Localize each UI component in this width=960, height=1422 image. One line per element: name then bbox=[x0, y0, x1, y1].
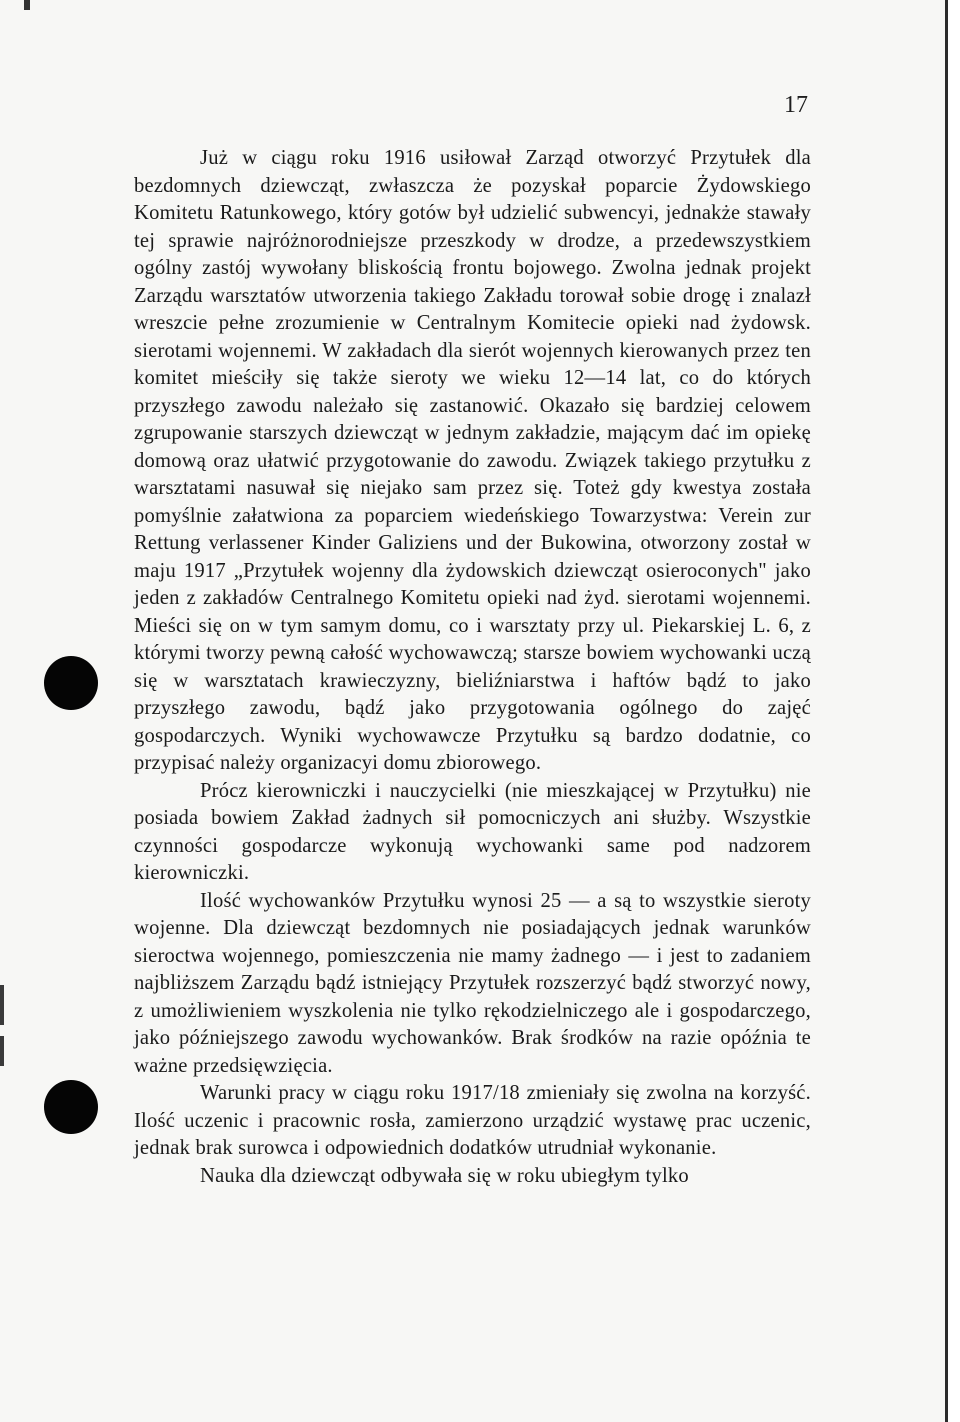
binder-hole bbox=[44, 1080, 98, 1134]
page-number: 17 bbox=[784, 92, 808, 118]
scan-edge-mark bbox=[0, 985, 4, 1025]
scan-edge-mark bbox=[0, 1036, 4, 1066]
paragraph-5: Nauka dla dziewcząt odbywała się w roku ubiegłym tylko bbox=[200, 1164, 689, 1187]
scan-artifact bbox=[24, 0, 30, 10]
paragraph-3: Ilość wychowanków Przytułku wynosi 25 — a są to wszystkie sieroty wojenne. Dla dziewcząt bezdomnych nie posiadających jednak warunków sieroctwa wojennego, pomieszczenia nie mamy żadnego — i jest to zadaniem najbliższem Zarządu bądź istniejący Przytułek rozszerzyć bądź stworzyć nowy, z umożliwieniem wyszkolenia nie tylko rękodzielniczego ale i gospodarczego, jako późniejszego zawodu wychowanków. Brak środków na razie opóźnia te ważne przedsięwzięcia. bbox=[134, 889, 811, 1077]
paragraph-4: Warunki pracy w ciągu roku 1917/18 zmieniały się zwolna na korzyść. Ilość uczenic i pracownic rosła, zamierzono urządzić wystawę prac uczenic, jednak brak surowca i odpowiednich dodatków utrudniał wykonanie. bbox=[134, 1082, 811, 1159]
body-text bbox=[134, 145, 811, 1190]
paragraph-2: Prócz kierowniczki i nauczycielki (nie mieszkającej w Przytułku) nie posiada bowiem Zakład żadnych sił pomocniczych ani służby. Wszystkie czynności gospodarcze wykonują wychowanki same pod nadzorem kierowniczki. bbox=[134, 779, 811, 884]
binder-hole bbox=[44, 656, 98, 710]
paragraph-1: Już w ciągu roku 1916 usiłował Zarząd otworzyć Przytułek dla bezdomnych dziewcząt, zwłaszcza że pozyskał poparcie Żydowskiego Komitetu Ratunkowego, który gotów był udzielić subwencyi, jednakże stawały tej sprawie najróżnorodniejsze przeszkody w drodze, a przedewszystkiem ogólny zastój wywołany bliskością frontu bojowego. Zwolna jednak projekt Zarządu warsztatów utworzenia takiego Zakładu torował sobie drogę i znalazł wreszcie pełne zrozumienie w Centralnym Komitecie opieki nad żydowsk. sierotami wojennemi. W zakładach dla sierót wojennych kierowanych przez ten komitet mieściły się także sieroty we wieku 12—14 lat, co do których przyszłego zawodu należało się zastanowić. Okazało się bardziej celowem zgrupowanie starszych dziewcząt w jednym zakładzie, mającym dać im opiekę domową oraz ułatwić przygotowanie do zawodu. Związek takiego przytułku z warsztatami nasuwał się niejako sam przez się. Toteż gdy kwestya została pomyślnie załatwiona za poparciem wiedeńskiego Towarzystwa: Verein zur Rettung verlassener Kinder Galiziens und der Bukowina, otworzony został w maju 1917 „Przytułek wojenny dla żydowskich dziewcząt osieroconych" jako jeden z zakładów Centralnego Komitetu opieki nad żyd. sierotami wojennemi. Mieści się on w tym samym domu, co i warsztaty przy ul. Piekarskiej L. 6, z którymi tworzy pewną całość wychowawczą; starsze bowiem wychowanki uczą się w warsztatach krawieczyzny, bieliźniarstwa i haftów bądź to jako przyszłego zawodu, bądź jako przygotowania ogólnego do zajęć gospodarczych. Wyniki wychowawcze Przytułku są bardzo dodatnie, co przypisać należy organizacyi domu zbiorowego. bbox=[134, 147, 811, 774]
